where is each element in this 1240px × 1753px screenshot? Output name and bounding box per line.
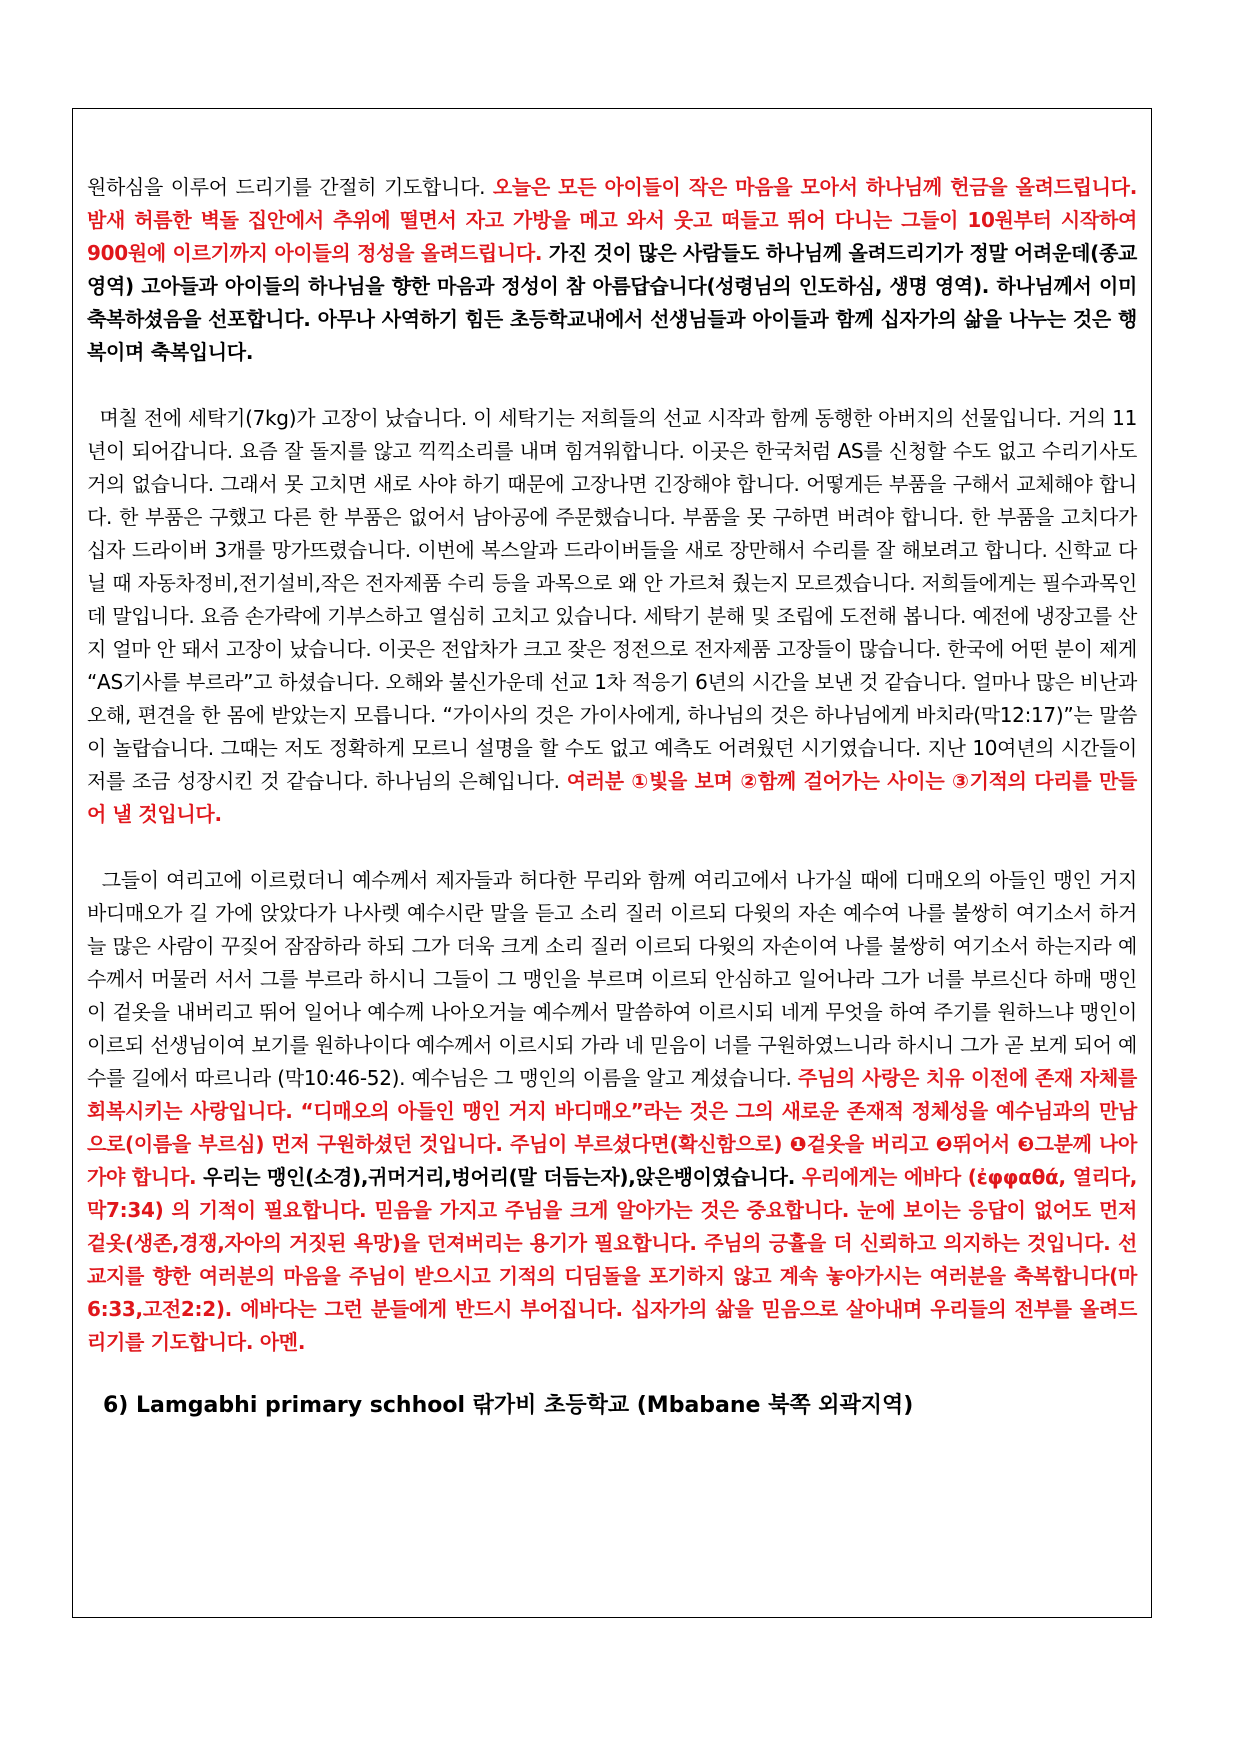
paragraph-bartimaeus-scripture: 그들이 여리고에 이르렀더니 예수께서 제자들과 허다한 무리와 함께 여리고에서 나가실 때에 디매오의 아들인 맹인 거지 바디매오가 길 가에 앉았다가 나사렛 예수시란 말을 듣고 소리 질러 이르되 다윗의 자손 예수여 나를 불쌍히 여기소서 하거늘 많은 사람이 꾸짖어 잠잠하라 하되 그가 더욱 크게 소리 질러 이르되 다윗의 자손이여 나를 불쌍히 여기소서 하는지라 예수께서 머물러 서서 그를 부르라 하시니 그들이 그 맹인을 부르며 이르되 안심하고 일어나라 그가 너를 부르신다 하매 맹인이 겉옷을 내버리고 뛰어 일어나 예수께 나아오거늘 예수께서 말씀하여 이르시되 네게 무엇을 하여 주기를 원하느냐 맹인이 이르되 선생님이여 보기를 원하나이다 예수께서 이르시되 가라 네 믿음이 너를 구원하였느니라 하시니 그가 곧 보게 되어 예수를 길에서 따르니라 (막10:46-52). 예수님은 그 맹인의 이름을 알고 계셨습니다. (87, 868, 1137, 1090)
paragraph-offering (87, 171, 1137, 369)
paragraph-bartimaeus-bold: 우리는 맹인(소경),귀머거리,벙어리(말 더듬는자),앉은뱅이였습니다. (196, 1165, 795, 1189)
paragraph-bartimaeus-highlight: 주님의 사랑은 치유 이전에 존재 자체를 회복시키는 사랑입니다. “디매오의 아들인 맹인 거지 바디매오”라는 것은 그의 새로운 존재적 정체성을 예수님과의 만남으로(이름을 부르심) 먼저 구원하셨던 것입니다. 주님이 부르셨다면(확신함으로) ❶겉옷을 버리고 ❷뛰어서 ❸그분께 나아가야 합니다. (87, 1066, 1137, 1189)
paragraph-offering-intro: 원하심을 이루어 드리기를 간절히 기도합니다. (87, 175, 493, 199)
paragraph-bartimaeus-highlight-2: 우리에게는 에바다 (ἐφφαθά, 열리다, 막7:34) 의 기적이 필요합니다. 믿음을 가지고 주님을 크게 알아가는 것은 중요합니다. 눈에 보이는 응답이 없어도 먼저 겉옷(생존,경쟁,자아의 거짓된 욕망)을 던져버리는 용기가 필요합니다. 주님의 긍휼을 더 신뢰하고 의지하는 것입니다. 선교지를 향한 여러분의 마음을 주님이 받으시고 기적의 디딤돌을 포기하지 않고 계속 놓아가시는 여러분을 축복합니다(마6:33,고전2:2). 에바다는 그런 분들에게 반드시 부어집니다. 십자가의 삶을 믿음으로 살아내며 우리들의 전부를 올려드리기를 기도합니다. 아멘. (87, 1165, 1137, 1354)
paragraph-bartimaeus (87, 864, 1137, 1359)
paragraph-washing-machine-text: 며칠 전에 세탁기(7kg)가 고장이 났습니다. 이 세탁기는 저희들의 선교 시작과 함께 동행한 아버지의 선물입니다. 거의 11년이 되어갑니다. 요즘 잘 돌지를 않고 끽끽소리를 내며 힘겨워합니다. 이곳은 한국처럼 AS를 신청할 수도 없고 수리기사도 거의 없습니다. 그래서 못 고치면 새로 사야 하기 때문에 고장나면 긴장해야 합니다. 어떻게든 부품을 구해서 교체해야 합니다. 한 부품은 구했고 다른 한 부품은 없어서 남아공에 주문했습니다. 부품을 못 구하면 버려야 합니다. 한 부품을 고치다가 십자 드라이버 3개를 망가뜨렸습니다. 이번에 복스알과 드라이버들을 새로 장만해서 수리를 잘 해보려고 합니다. 신학교 다닐 때 자동차정비,전기설비,작은 전자제품 수리 등을 과목으로 왜 안 가르쳐 줬는지 모르겠습니다. 저희들에게는 필수과목인데 말입니다. 요즘 손가락에 기부스하고 열심히 고치고 있습니다. 세탁기 분해 및 조립에 도전해 봅니다. 예전에 냉장고를 산지 얼마 안 돼서 고장이 났습니다. 이곳은 전압차가 크고 잦은 정전으로 전자제품 고장들이 많습니다. 한국에 어떤 분이 제게 “AS기사를 부르라”고 하셨습니다. 오해와 불신가운데 선교 1차 적응기 6년의 시간을 보낸 것 같습니다. 얼마나 많은 비난과 오해, 편견을 한 몸에 받았는지 모릅니다. “가이사의 것은 가이사에게, 하나님의 것은 하나님에게 바치라(막12:17)”는 말씀이 놀랍습니다. 그때는 저도 정확하게 모르니 설명을 할 수도 없고 예측도 어려웠던 시기였습니다. 지난 10여년의 시간들이 저를 조금 성장시킨 것 같습니다. 하나님의 은혜입니다. (87, 406, 1137, 793)
section-heading: 6) Lamgabhi primary schhool 띾가비 초등학교 (Mbabane 북쪽 외곽지역) (103, 1393, 914, 1418)
paragraph-washing-machine (87, 402, 1137, 831)
paragraph-offering-bold: 가진 것이 많은 사람들도 하나님께 올려드리기가 정말 어려운데(종교 영역) 고아들과 아이들의 하나님을 향한 마음과 정성이 참 아름답습니다(성령님의 인도하심, 생명 영역). 하나님께서 이미 축복하셨음을 선포합니다. 아무나 사역하기 힘든 초등학교내에서 선생님들과 아이들과 함께 십자가의 삶을 나누는 것은 행복이며 축복입니다. (87, 241, 1137, 364)
page-frame (72, 108, 1152, 1618)
paragraph-offering-highlight: 오늘은 모든 아이들이 작은 마음을 모아서 하나님께 헌금을 올려드립니다. 밤새 허름한 벽돌 집안에서 추위에 떨면서 자고 가방을 메고 와서 웃고 떠들고 뛰어 다니는 그들이 10원부터 시작하여 900원에 이르기까지 아이들의 정성을 올려드립니다. (87, 175, 1137, 265)
page-content (87, 171, 1137, 1422)
paragraph-washing-machine-highlight: 여러분 ①빛을 보며 ②함께 걸어가는 사이는 ③기적의 다리를 만들어 낼 것입니다. (87, 769, 1137, 826)
